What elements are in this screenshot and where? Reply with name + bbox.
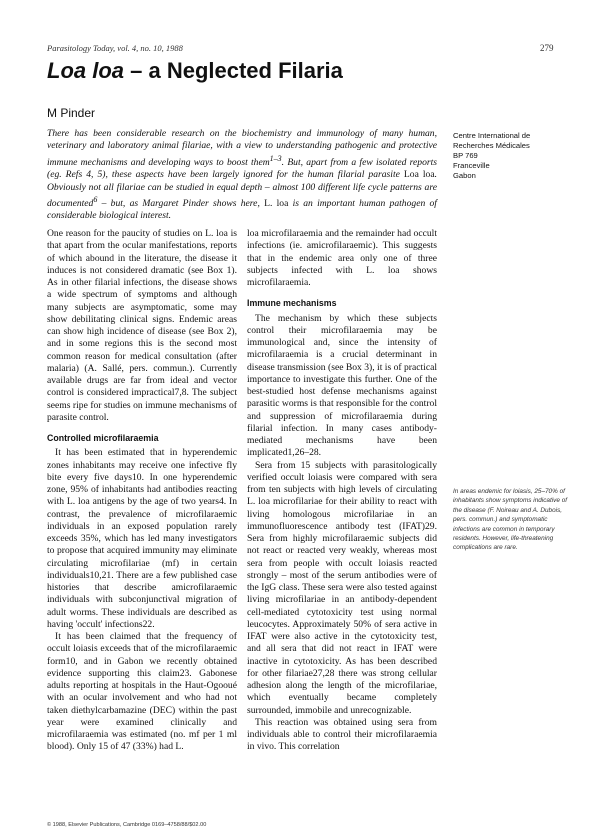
abstract-part: . But, apart from a few isolated reports (eg. Refs 4, 5), these aspects have been largely ignored for the human filarial parasite [47,156,437,181]
author: M Pinder [47,106,96,120]
title-italic: Loa loa [47,58,125,83]
side-note: In areas endemic for loiasis, 25–70% of inhabitants show symptoms indicative of the disease (F. Noireau and A. Dubois, pers. commun.) and symptomatic infections are common in temporary residents. However, life-threatening complications are rare. [453,488,568,552]
abstract-part: . Obviously not all filariae can be studied in equal depth – almost 100 different life cycle patterns are documented [47,169,438,210]
affiliation-line: BP 769 [453,151,478,161]
affiliation-line: Recherches Médicales [453,141,530,151]
affiliation-line: Centre International de [453,131,531,140]
title-rest: – a Neglected Filaria [124,58,343,83]
species-name: L. loa [264,198,289,210]
affiliation-line: Franceville [453,161,490,171]
abstract-part: There has been considerable research on the biochemistry and immunology of many human, veterinary and laboratory animal filariae, with a view to understanding pathogenic and protective immune mechanisms and developing ways to boost them [47,128,437,168]
citation: 1–3 [269,153,282,163]
column-left [47,228,237,754]
affiliation [453,131,573,181]
section-heading: Immune mechanisms [247,298,337,309]
citation: 6 [93,194,98,204]
abstract-part: is an important human pathogen of considerable biological interest. [47,198,437,222]
abstract [47,128,437,223]
abstract-part: – but, as Margaret Pinder shows here, [97,198,265,210]
paragraph: It has been estimated that in hyperendemic zones inhabitants may receive one infective fly bite every five days10. In one hyperendemic zone, 95% of inhabitants had antibodies reacting with L. loa antigens by the age of two years4. In contrast, the prevalence of microfilaraemic individuals in an exposed population rarely exceeds 35%, which has led many investigators to propose that acquired immunity may eliminate circulating microfilariae (mf) in certain individuals10,21. There are a few published case histories that describe amicrofilaraemic individuals with subconjunctival migration of adult worms. These individuals are described as having 'occult' infections22. [47,447,237,630]
page-number: 279 [540,43,554,53]
copyright-footer: © 1988, Elsevier Publications, Cambridge 0169–4758/88/$02.00 [47,822,207,828]
paragraph: loa microfilaraemia and the remainder had occult infections (ie. amicrofilaraemic). This suggests that in the endemic area only one of three subjects infected with L. loa shows microfilaraemia. [247,228,437,288]
species-name: Loa loa [403,169,435,181]
column-middle [247,228,437,754]
article-title [47,58,343,84]
section-heading: Controlled microfilaraemia [47,433,159,443]
affiliation-line: Gabon [453,171,476,181]
paragraph: This reaction was obtained using sera from individuals able to control their microfilaraemia in vivo. This correlation [247,716,437,753]
paragraph: One reason for the paucity of studies on L. loa is that apart from the ocular manifestations, reports of which abound in the literature, the disease it induces is not considered dramatic (see Box 1). As in other filarial infections, the disease shows a wide spectrum of symptoms and although many subjects are asymptomatic, some may show debilitating clinical signs. Endemic areas can show high incidence of disease (see Box 2), and in some regions this is the second most common reason for medical consultation (after malaria) (A. Sallé, pers. commun.). Currently available drugs are far from ideal and vector control is considered impractical7,8. The subject seems ripe for studies on immune mechanisms of parasite control. [47,228,237,423]
paragraph: Sera from 15 subjects with parasitologically verified occult loiasis were compared with sera from ten subjects with high levels of circulating L. loa microfilariae for their ability to react with living homologous microfilariae in an immunofluorescence antibody test (IFAT)29. Sera from highly microfilaraemic subjects did not react or reacted very weakly, whereas most sera from people with occult loiasis reacted strongly – most of the serum antibodies were of the IgG class. These sera were also tested against living microfilariae in an antibody-dependent cell-mediated cytotoxicity test using normal leucocytes. Approximately 50% of sera active in IFAT were also active in the cytotoxicity test, and all sera that did not react in IFAT were inactive in cytotoxicity. As has been described for other filariae27,28 there was strong cellular adhesion along the length of the microfilariae, which eventually became completely surrounded, immobile and unrecognizable. [247,459,437,716]
paragraph: The mechanism by which these subjects control their microfilaraemia may be immunological and, since the intensity of microfilaraemia is a crucial determinant in disease transmission (see Box 3), it is of practical importance to investigate this further. One of the best-studied host defense mechanisms against parasitic worms is that responsible for the control and suppression of microfilaraemia during filarial infection. In many cases antibody-mediated mechanisms have been implicated1,26–28. [247,312,437,459]
journal-header: Parasitology Today, vol. 4, no. 10, 1988 [47,43,183,53]
paragraph: It has been claimed that the frequency of occult loiasis exceeds that of the microfilaraemic form10, and in Gabon we recently obtained evidence supporting this claim23. Gabonese adults reporting at hospitals in the Haut-Ogooué with an ocular involvement and who had not taken diethylcarbamazine (DEC) within the past year were examined clinically and microfilaraemia was estimated (no. mf per 1 ml blood). Only 15 of 47 (33%) had L. [47,631,237,753]
